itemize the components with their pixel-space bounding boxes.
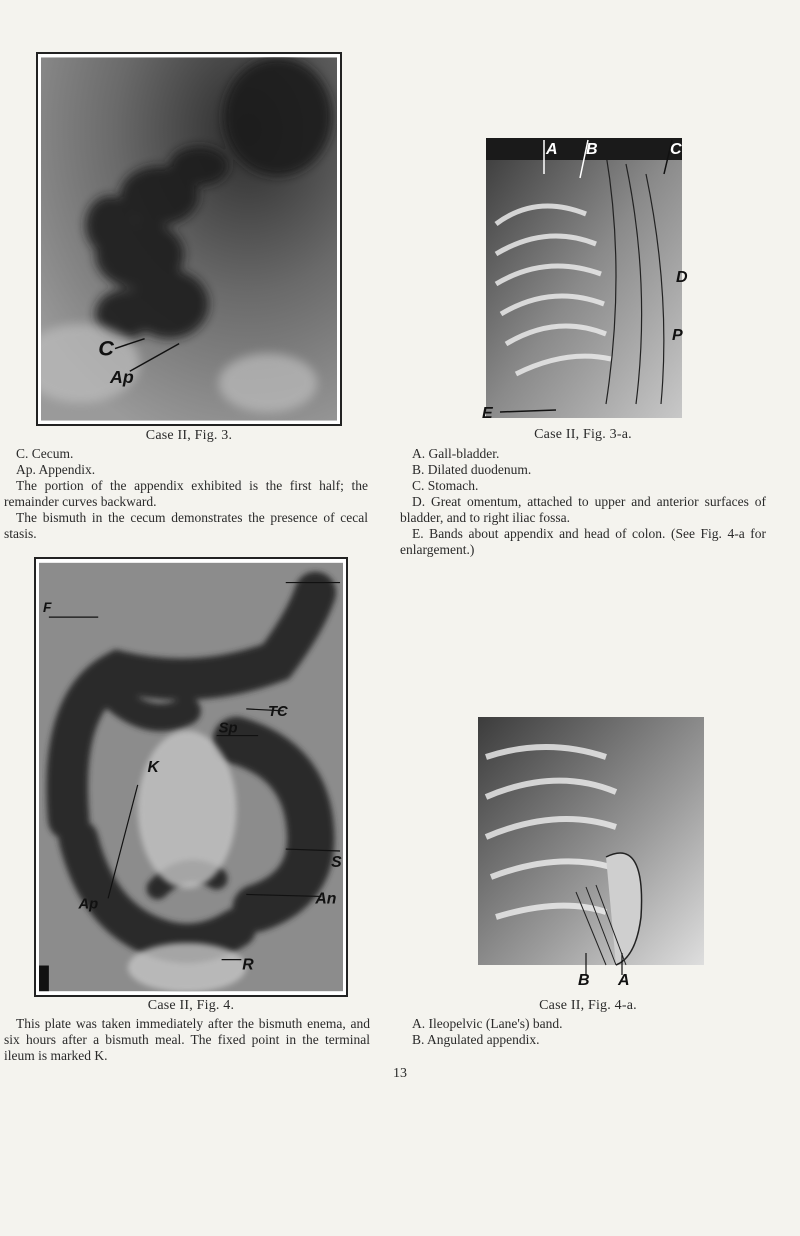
fig3a-item-d: D. Great omentum, attached to upper and anterior surfaces of bladder, and to right iliac fossa. <box>400 494 766 525</box>
fig3a-drawing-image <box>476 134 690 422</box>
fig4-paragraph: This plate was taken immediately after the bismuth enema, and six hours after a bismuth meal. The fixed point in the terminal ileum is marked K. <box>4 1016 370 1063</box>
fig4a-label-b: B <box>578 972 590 989</box>
fig3a-drawing-plate <box>476 134 690 422</box>
fig4-label-s: S <box>331 853 342 871</box>
fig4-label-r: R <box>242 956 254 974</box>
fig4a-item-b: B. Angulated appendix. <box>412 1032 540 1047</box>
fig4-label-an: An <box>315 890 337 908</box>
fig3a-item-c: C. Stomach. <box>412 478 479 493</box>
fig3a-label-b: B <box>586 141 598 158</box>
fig4-label-k: K <box>147 759 159 777</box>
fig3a-label-e: E <box>482 405 493 422</box>
fig3-xray-plate <box>36 52 342 426</box>
fig4-label-sp: Sp <box>218 720 238 737</box>
fig3-paragraph-2: The bismuth in the cecum demonstrates the presence of cecal stasis. <box>4 510 368 541</box>
fig3a-legend <box>400 446 766 558</box>
fig4-label-ap: Ap <box>78 896 99 913</box>
fig3-item-ap: Ap. Appendix. <box>16 462 96 477</box>
fig4a-drawing-image <box>466 717 710 989</box>
fig3-title: Case II, Fig. 3. <box>145 428 233 443</box>
fig3a-item-e: E. Bands about appendix and head of colon. (See Fig. 4-a for enlargement.) <box>400 526 766 557</box>
fig4-label-f: F <box>42 599 52 616</box>
fig4a-label-a: A <box>618 972 630 989</box>
fig3-label-ap: Ap <box>110 367 134 388</box>
fig3a-label-a: A <box>546 141 558 158</box>
fig4-xray-plate <box>34 557 348 997</box>
fig4a-title: Case II, Fig. 4-a. <box>539 998 637 1013</box>
fig3a-label-c: C <box>670 141 682 158</box>
fig4a-drawing-plate <box>466 717 710 989</box>
fig3-label-c: C <box>98 335 114 361</box>
fig3-paragraph-1: The portion of the appendix exhibited is the first half; the remainder curves backward. <box>4 478 368 509</box>
fig3-item-c: C. Cecum. <box>16 446 74 461</box>
fig4-xray-image <box>39 562 343 992</box>
fig4a-legend <box>400 1016 766 1048</box>
fig3-xray-image <box>41 57 337 421</box>
fig3-legend <box>4 446 368 542</box>
fig4-title: Case II, Fig. 4. <box>147 998 235 1013</box>
page-number: 13 <box>393 1066 407 1081</box>
fig3a-label-p: P <box>672 327 683 344</box>
fig3a-title: Case II, Fig. 3-a. <box>534 427 632 442</box>
fig4-label-tc: TC <box>267 703 288 720</box>
fig3a-item-b: B. Dilated duodenum. <box>412 462 532 477</box>
fig3a-item-a: A. Gall-bladder. <box>412 446 500 461</box>
fig4a-item-a: A. Ileopelvic (Lane's) band. <box>412 1016 563 1031</box>
fig3a-label-d: D <box>676 269 688 286</box>
